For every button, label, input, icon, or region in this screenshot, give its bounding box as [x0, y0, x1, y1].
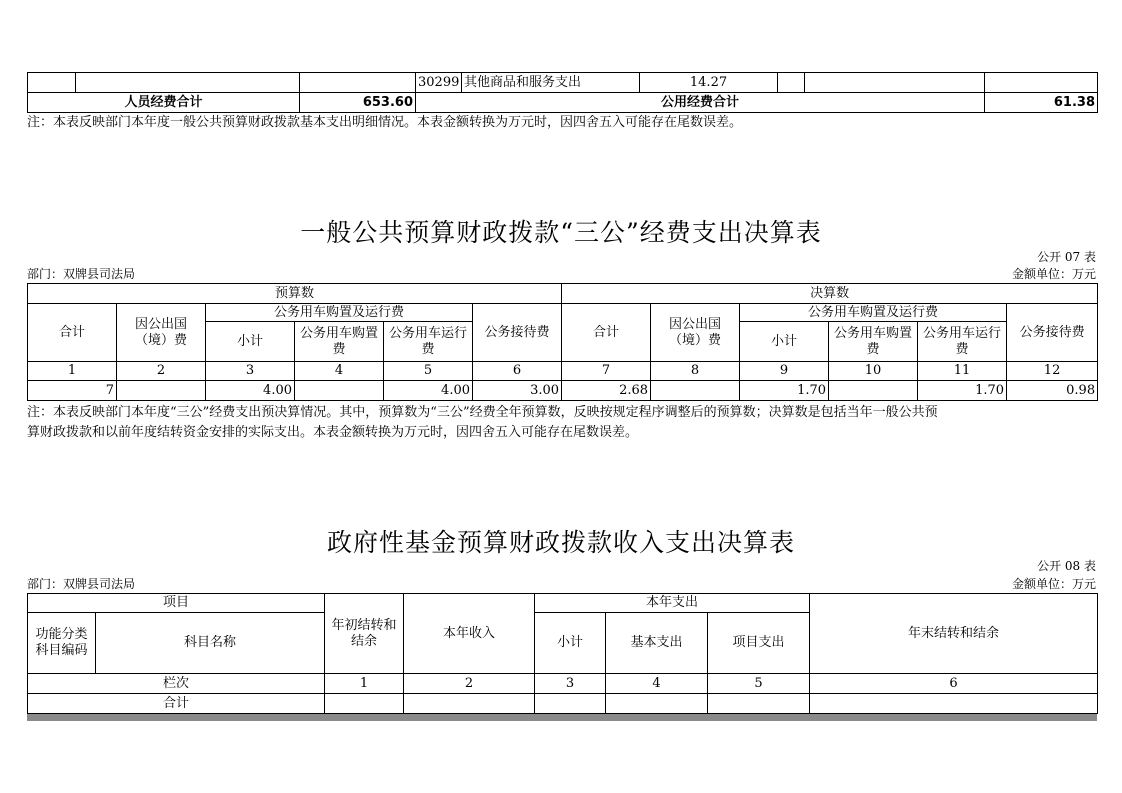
- sangong-title: 一般公共预算财政拨款“三公”经费支出决算表: [300, 218, 822, 247]
- budget-vehicle-purchase-header: 公务用车购置费: [295, 322, 384, 362]
- fund-department: 部门：双牌县司法局: [27, 577, 136, 591]
- col-number: 11: [918, 362, 1007, 381]
- col-number: 2: [404, 674, 535, 694]
- expense-name: 其他商品和服务支出: [462, 73, 640, 93]
- sangong-unit: 金额单位：万元: [1011, 267, 1096, 281]
- col-number: 12: [1007, 362, 1098, 381]
- final-vehicle-purchase-value: [829, 381, 918, 401]
- income-header: 本年收入: [404, 594, 535, 674]
- expense-code: 30299: [416, 73, 462, 93]
- final-vehicle-run-header: 公务用车运行费: [918, 322, 1007, 362]
- col-number: 6: [473, 362, 562, 381]
- final-total-value: 2.68: [562, 381, 651, 401]
- expense-subtotal-header: 小计: [535, 613, 606, 674]
- fund-table-code: 公开 08 表: [1037, 559, 1096, 573]
- sangong-table-code: 公开 07 表: [1037, 250, 1096, 264]
- sangong-note-line2: 算财政拨款和以前年度结转资金安排的实际支出。本表金额转换为万元时，因四舍五入可能存在尾数误差。: [27, 425, 639, 440]
- budget-reception-value: 3.00: [473, 381, 562, 401]
- final-reception-value: 0.98: [1007, 381, 1098, 401]
- personnel-total-value: 653.60: [300, 93, 416, 113]
- final-vehicle-run-value: 1.70: [918, 381, 1007, 401]
- col-number: 5: [708, 674, 810, 694]
- budget-subtotal-header: 小计: [206, 322, 295, 362]
- col-number: 4: [606, 674, 708, 694]
- begin-balance-header: 年初结转和结余: [325, 594, 404, 674]
- budget-total-value: 7: [28, 381, 117, 401]
- col-number: 7: [562, 362, 651, 381]
- col-number: 2: [117, 362, 206, 381]
- fund-table: [27, 593, 1098, 714]
- col-number: 6: [810, 674, 1098, 694]
- fund-unit: 金额单位：万元: [1011, 577, 1096, 591]
- final-total-header: 合计: [562, 304, 651, 362]
- subject-name-header: 科目名称: [96, 613, 325, 674]
- budget-header: 预算数: [28, 284, 562, 304]
- col-number: 4: [295, 362, 384, 381]
- public-total-value: 61.38: [985, 93, 1098, 113]
- table-bottom-bar: [27, 714, 1097, 721]
- final-vehicle-purchase-header: 公务用车购置费: [829, 322, 918, 362]
- total-label: 合计: [28, 694, 325, 714]
- final-abroad-header: 因公出国（境）费: [651, 304, 740, 362]
- total-row: [28, 93, 1098, 113]
- expense-amount: 14.27: [640, 73, 778, 93]
- basic-expense-detail-table: [27, 72, 1098, 113]
- budget-vehicle-run-header: 公务用车运行费: [384, 322, 473, 362]
- budget-vehicle-purchase-value: [295, 381, 384, 401]
- row-label: 栏次: [28, 674, 325, 694]
- budget-reception-header: 公务接待费: [473, 304, 562, 362]
- sangong-department: 部门：双牌县司法局: [27, 267, 136, 281]
- final-header: 决算数: [562, 284, 1098, 304]
- public-total-label: 公用经费合计: [416, 93, 985, 113]
- col-number: 3: [206, 362, 295, 381]
- budget-abroad-value: [117, 381, 206, 401]
- col-number: 8: [651, 362, 740, 381]
- fund-title: 政府性基金预算财政拨款收入支出决算表: [326, 528, 795, 557]
- column-number-row: [28, 674, 1098, 694]
- final-vehicle-group-header: 公务用车购置及运行费: [740, 304, 1007, 322]
- total-row: [28, 694, 1098, 714]
- col-number: 1: [325, 674, 404, 694]
- project-expense-header: 项目支出: [708, 613, 810, 674]
- table-row: [28, 73, 1098, 93]
- final-abroad-value: [651, 381, 740, 401]
- final-reception-header: 公务接待费: [1007, 304, 1098, 362]
- final-subtotal-header: 小计: [740, 322, 829, 362]
- expense-group-header: 本年支出: [535, 594, 810, 613]
- sangong-table: [27, 283, 1098, 401]
- budget-vehicle-run-value: 4.00: [384, 381, 473, 401]
- column-number-row: [28, 362, 1098, 381]
- budget-total-header: 合计: [28, 304, 117, 362]
- item-header: 项目: [28, 594, 325, 613]
- sangong-note-line1: 注：本表反映部门本年度“三公”经费支出预决算情况。其中，预算数为“三公”经费全年预算数，反映按规定程序调整后的预算数；决算数是包括当年一般公共预: [27, 405, 938, 420]
- col-number: 5: [384, 362, 473, 381]
- final-subtotal-value: 1.70: [740, 381, 829, 401]
- col-number: 10: [829, 362, 918, 381]
- value-row: [28, 381, 1098, 401]
- budget-vehicle-group-header: 公务用车购置及运行费: [206, 304, 473, 322]
- col-number: 3: [535, 674, 606, 694]
- func-code-header: 功能分类科目编码: [28, 613, 96, 674]
- col-number: 1: [28, 362, 117, 381]
- col-number: 9: [740, 362, 829, 381]
- budget-subtotal-value: 4.00: [206, 381, 295, 401]
- end-balance-header: 年末结转和结余: [810, 594, 1098, 674]
- basic-expense-note: 注：本表反映部门本年度一般公共预算财政拨款基本支出明细情况。本表金额转换为万元时，因四舍五入可能存在尾数误差。: [27, 115, 743, 130]
- basic-expense-header: 基本支出: [606, 613, 708, 674]
- personnel-total-label: 人员经费合计: [28, 93, 300, 113]
- budget-abroad-header: 因公出国（境）费: [117, 304, 206, 362]
